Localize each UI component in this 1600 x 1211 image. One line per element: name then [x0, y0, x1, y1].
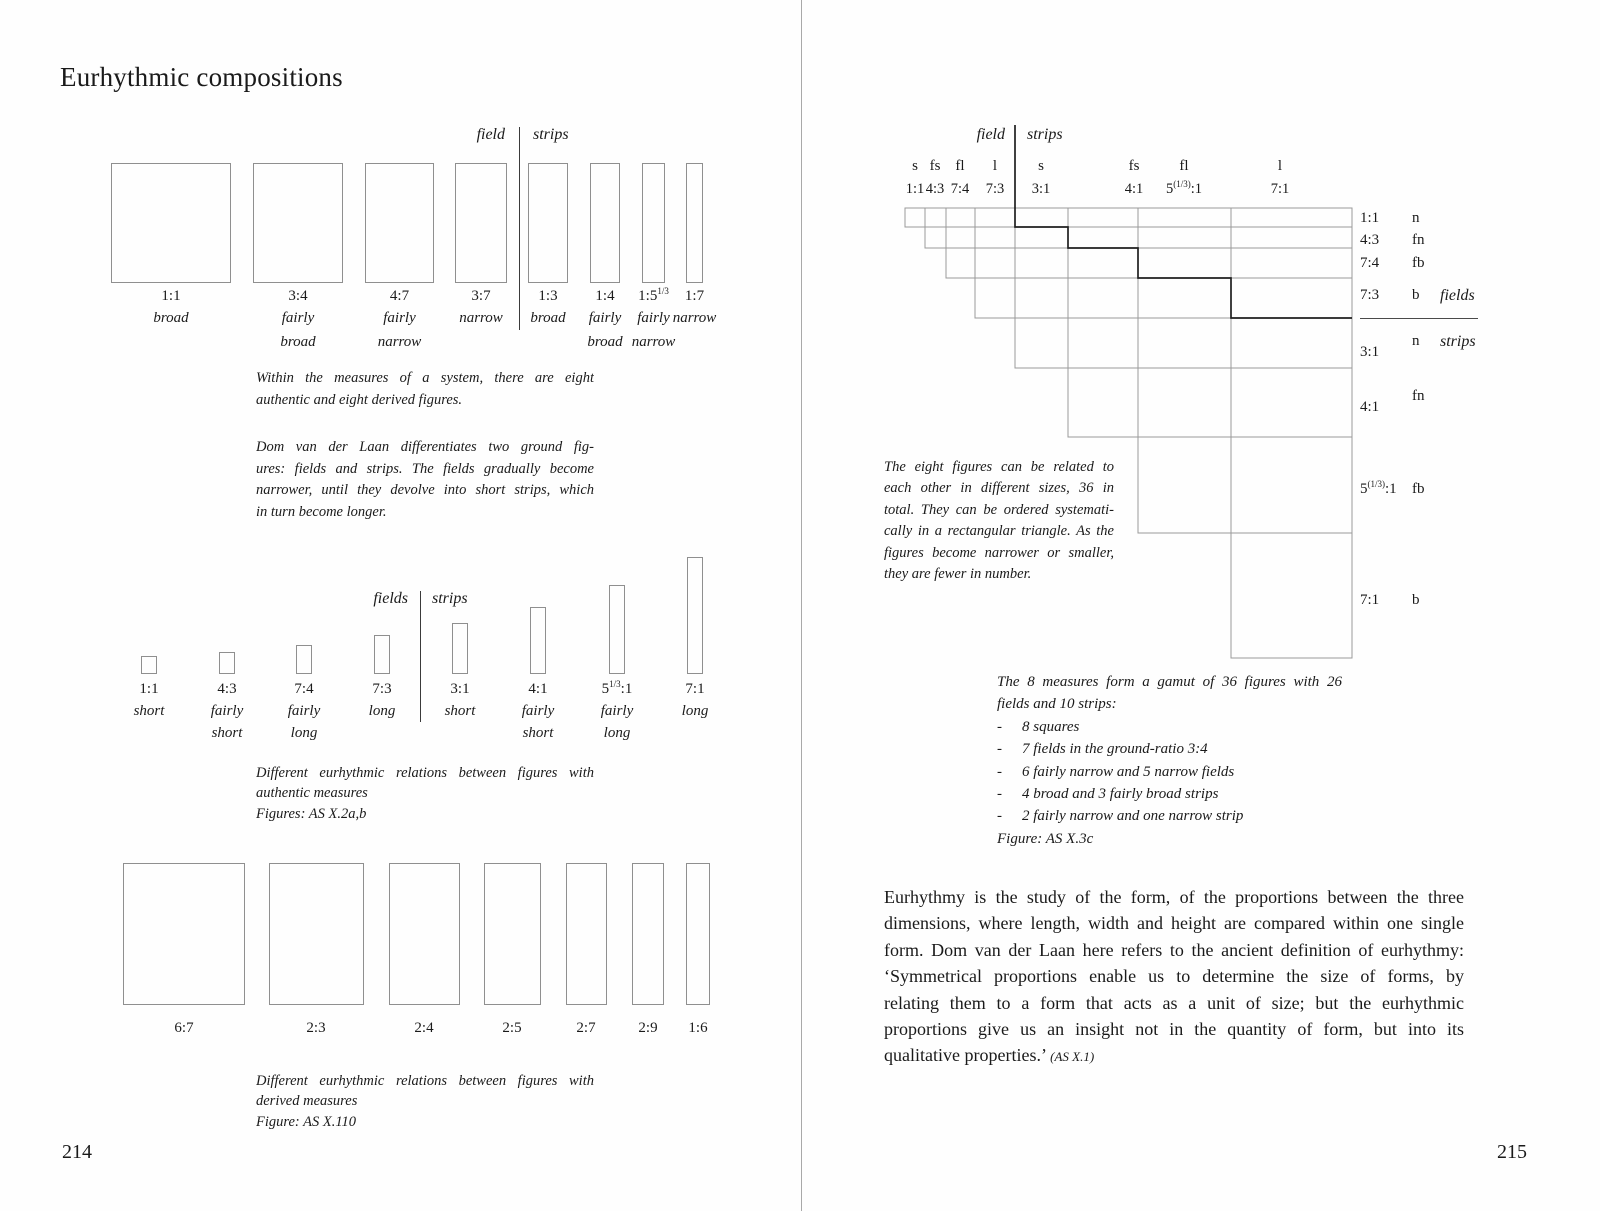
- triangle-strips-label: strips: [1027, 126, 1063, 143]
- text-line: Figure: AS X.110: [256, 1113, 357, 1130]
- diagram-top-strips-label: strips: [533, 126, 569, 143]
- diagram-top-divider: [519, 127, 520, 330]
- text-line: relating them to a form that acts as a unit of size; but the eurhythmic: [884, 992, 1464, 1013]
- text-line: Figures: AS X.2a,b: [256, 805, 367, 822]
- column-ratio-label: 7:3: [985, 181, 1005, 197]
- list-gamut-of-figures: [997, 671, 1342, 850]
- column-letter-label: fs: [929, 158, 941, 174]
- ratio-label: 1:1: [139, 681, 159, 697]
- ratio-label: 3:7: [471, 288, 491, 304]
- list-item: [997, 716, 1342, 738]
- word-label: narrow: [459, 310, 503, 326]
- text-line: they are fewer in number.: [884, 565, 1032, 582]
- column-letter-label: l: [1277, 158, 1283, 174]
- figure-rect: [365, 163, 434, 283]
- ratio-superscript: 1/3: [609, 679, 621, 689]
- word-label: fairly: [521, 703, 555, 719]
- triangle-field-label: field: [976, 126, 1005, 143]
- ratio-label: 2:5: [502, 1020, 522, 1036]
- text-line: total. They can be ordered systemati-: [884, 501, 1114, 518]
- figure-rect: [253, 163, 343, 283]
- column-letter-label: fs: [1128, 158, 1140, 174]
- bullet-dash: -: [997, 785, 1002, 802]
- ratio-label: 2:7: [576, 1020, 596, 1036]
- caption-derived-measures: [256, 1071, 594, 1132]
- page-gutter-divider: [801, 0, 802, 1211]
- text-line: proportions give us an insight not in the quantity of form, but into its: [884, 1018, 1464, 1039]
- word-label: fairly: [287, 703, 321, 719]
- ratio-label: 2:4: [414, 1020, 434, 1036]
- column-ratio-label: 1:1: [905, 181, 925, 197]
- nested-figure-outline: [1068, 208, 1352, 437]
- word-label: fairly: [600, 703, 634, 719]
- figure-rect: [141, 656, 157, 674]
- diagram-middle-strips-label: strips: [432, 590, 468, 607]
- row-ratio-label: 7:4: [1360, 255, 1380, 271]
- ratio-label: 7:4: [294, 681, 314, 697]
- row-letter-label: n: [1412, 333, 1420, 349]
- column-ratio-label: 7:4: [950, 181, 970, 197]
- row-ratio-label: 7:3: [1360, 287, 1380, 303]
- word-label: short: [522, 725, 554, 741]
- word-label: fairly: [383, 310, 416, 326]
- ratio-label: 2:9: [638, 1020, 658, 1036]
- row-group-label: fields: [1440, 287, 1475, 304]
- word-label: fairly: [588, 310, 622, 326]
- page-title: Eurhythmic compositions: [60, 62, 343, 92]
- row-letter-label: fb: [1412, 481, 1425, 497]
- text-line: Within the measures of a system, there are eight: [256, 370, 594, 386]
- fields-strips-separator-rule: [1360, 318, 1478, 319]
- figure-rect: [609, 585, 625, 674]
- word-label: short: [211, 725, 243, 741]
- ratio-label: 4:1: [528, 681, 548, 697]
- word-label: long: [368, 703, 396, 719]
- ratio-label: 4:3: [217, 681, 237, 697]
- text-line-last: [884, 1042, 1464, 1068]
- text-line: narrower, until they devolve into short strips, which: [256, 482, 594, 498]
- nested-figure-outline: [975, 208, 1352, 318]
- word-label: narrow: [631, 334, 676, 350]
- ratio-label: 4:7: [389, 288, 410, 304]
- ratio-label: 7:1: [685, 681, 705, 697]
- figure-rect: [528, 163, 568, 283]
- ratio-label: $1:5^{1/3}$: [638, 286, 669, 304]
- diagram-middle-fields-label: fields: [373, 590, 408, 607]
- list-item-text: 8 squares: [1022, 718, 1080, 735]
- nested-figure-outline: [1231, 208, 1352, 658]
- row-letter-label: fn: [1412, 232, 1425, 248]
- column-ratio-label: 3:1: [1031, 181, 1051, 197]
- ratio-label: 1:7: [684, 288, 705, 304]
- text-line: figures become narrower or smaller,: [884, 544, 1114, 561]
- row-letter-label: fb: [1412, 255, 1425, 271]
- word-label: broad: [153, 310, 189, 326]
- list-item-text: 7 fields in the ground-ratio 3:4: [1022, 741, 1208, 758]
- row-ratio-label: 4:1: [1360, 399, 1380, 415]
- figure-rect: [530, 607, 546, 674]
- ratio-label: 7:3: [372, 681, 392, 697]
- figure-rect: [296, 645, 312, 674]
- list-item-text: 2 fairly narrow and one narrow strip: [1022, 808, 1244, 825]
- text-line: ‘Symmetrical proportions enable us to determine the size of forms, by: [884, 966, 1464, 987]
- column-ratio-label: 7:1: [1270, 181, 1290, 197]
- figure-rect: [123, 863, 245, 1005]
- bullet-dash: -: [997, 763, 1002, 780]
- word-label: broad: [587, 334, 623, 350]
- text-line: authentic measures: [256, 785, 368, 802]
- figure-reference: Figure: AS X.3c: [997, 830, 1094, 847]
- list-item: [997, 761, 1342, 783]
- column-ratio-label: 4:3: [925, 181, 945, 197]
- text-line: Dom van der Laan differentiates two ground fig-: [256, 439, 594, 455]
- row-ratio-label: 4:3: [1360, 232, 1380, 248]
- word-label: long: [681, 703, 709, 719]
- word-label: long: [603, 725, 631, 741]
- ratio-label: 6:7: [174, 1020, 194, 1036]
- figure-rect: [687, 557, 703, 674]
- page-number-left: 214: [62, 1141, 92, 1163]
- nested-figure-outline: [1138, 208, 1352, 533]
- row-ratio-label: 3:1: [1360, 344, 1380, 360]
- text-line: in turn become longer.: [256, 503, 387, 520]
- text-line: derived measures: [256, 1093, 358, 1110]
- column-letter-label: fl: [955, 158, 965, 174]
- word-label: fairly: [281, 310, 315, 326]
- figure-rect: [686, 163, 703, 283]
- ratio-label: 1:3: [538, 288, 558, 304]
- figure-rect: [269, 863, 364, 1005]
- nested-figure-outline: [905, 208, 1352, 227]
- figure-rect: [111, 163, 231, 283]
- paragraph-authentic-figures: [256, 368, 594, 411]
- ratio-label: $5^{1/3}:1$: [601, 679, 633, 697]
- word-label: long: [290, 725, 318, 741]
- nested-figure-outline: [1015, 208, 1352, 368]
- caption-authentic-measures: [256, 763, 594, 824]
- figure-rect: [686, 863, 710, 1005]
- ratio-superscript: (1/3): [1367, 479, 1385, 489]
- paragraph-ground-figures: [256, 437, 594, 523]
- ratio-label: 1:6: [688, 1020, 708, 1036]
- ratio-superscript: 1/3: [657, 286, 669, 296]
- figure-rect: [389, 863, 460, 1005]
- paragraph-eurhythmy: [884, 884, 1464, 1069]
- text-line: Eurhythmy is the study of the form, of the proportions between the three: [884, 887, 1464, 907]
- column-letter-label: l: [992, 158, 998, 174]
- text-line: form. Dom van der Laan here refers to the ancient definition of eurhythmy:: [884, 939, 1464, 960]
- row-ratio-label: 1:1: [1360, 210, 1380, 226]
- field-strip-boundary-staircase: [1015, 125, 1352, 318]
- ratio-label: 3:1: [450, 681, 470, 697]
- diagram-top-field-label: field: [476, 126, 505, 143]
- word-label: broad: [280, 334, 316, 350]
- row-letter-label: fn: [1412, 388, 1425, 404]
- list-item: [997, 738, 1342, 760]
- text-line: Different eurhythmic relations between figures with: [256, 1073, 594, 1089]
- column-ratio-label: $5^{(1/3)}:1$: [1165, 179, 1203, 197]
- word-label: broad: [530, 310, 566, 326]
- row-group-label: strips: [1440, 333, 1476, 350]
- list-item: [997, 805, 1342, 827]
- text-line: ures: fields and strips. The fields gradually become: [256, 460, 594, 477]
- list-intro-line: fields and 10 strips:: [997, 696, 1117, 713]
- column-letter-label: s: [912, 158, 918, 174]
- word-label: short: [133, 703, 165, 719]
- nested-figure-outline: [946, 208, 1352, 278]
- word-label: short: [444, 703, 476, 719]
- figure-rect: [566, 863, 607, 1005]
- list-item: [997, 783, 1342, 805]
- column-letter-label: fl: [1179, 158, 1189, 174]
- ratio-label: 1:1: [161, 288, 181, 304]
- row-letter-label: b: [1412, 592, 1420, 608]
- bullet-dash: -: [997, 718, 1002, 735]
- paragraph-eight-figures: [884, 457, 1114, 585]
- ratio-superscript: (1/3): [1173, 179, 1191, 190]
- figure-rect: [642, 163, 665, 283]
- figure-rect: [374, 635, 390, 674]
- figure-rect: [455, 163, 507, 283]
- ratio-label: 3:4: [288, 288, 308, 304]
- text-line: Different eurhythmic relations between figures with: [256, 765, 594, 781]
- list-intro-line: The 8 measures form a gamut of 36 figures with 26: [997, 674, 1342, 690]
- row-ratio-label: 7:1: [1360, 592, 1380, 608]
- row-letter-label: b: [1412, 287, 1420, 303]
- row-ratio-label: $5^{(1/3)}:1$: [1360, 479, 1397, 497]
- page-number-right: 215: [1497, 1141, 1527, 1163]
- text-line: each other in different sizes, 36 in: [884, 480, 1114, 497]
- figure-rect: [632, 863, 664, 1005]
- closing-quote-text: qualitative properties.’: [884, 1045, 1051, 1066]
- word-label: fairly: [637, 310, 670, 326]
- diagram-middle-divider: [420, 591, 421, 722]
- figure-rect: [484, 863, 541, 1005]
- column-ratio-label: 4:1: [1124, 181, 1144, 197]
- text-line: The eight figures can be related to: [884, 459, 1114, 475]
- source-reference: (AS X.1): [1050, 1049, 1095, 1065]
- list-item-text: 6 fairly narrow and 5 narrow fields: [1022, 763, 1235, 780]
- text-line: dimensions, where length, width and height are compared within one single: [884, 913, 1464, 934]
- figure-rect: [219, 652, 235, 674]
- ratio-label: 2:3: [306, 1020, 326, 1036]
- ratio-label: 1:4: [595, 288, 615, 304]
- text-line: authentic and eight derived figures.: [256, 391, 463, 408]
- word-label: narrow: [377, 334, 422, 350]
- list-item-text: 4 broad and 3 fairly broad strips: [1022, 785, 1219, 802]
- figure-rect: [452, 623, 468, 674]
- row-letter-label: n: [1412, 210, 1420, 226]
- bullet-dash: -: [997, 741, 1002, 758]
- word-label: fairly: [210, 703, 244, 719]
- figure-rect: [590, 163, 620, 283]
- column-letter-label: s: [1038, 158, 1044, 174]
- text-line: cally in a rectangular triangle. As the: [884, 523, 1114, 540]
- bullet-dash: -: [997, 808, 1002, 825]
- word-label: narrow: [672, 310, 717, 326]
